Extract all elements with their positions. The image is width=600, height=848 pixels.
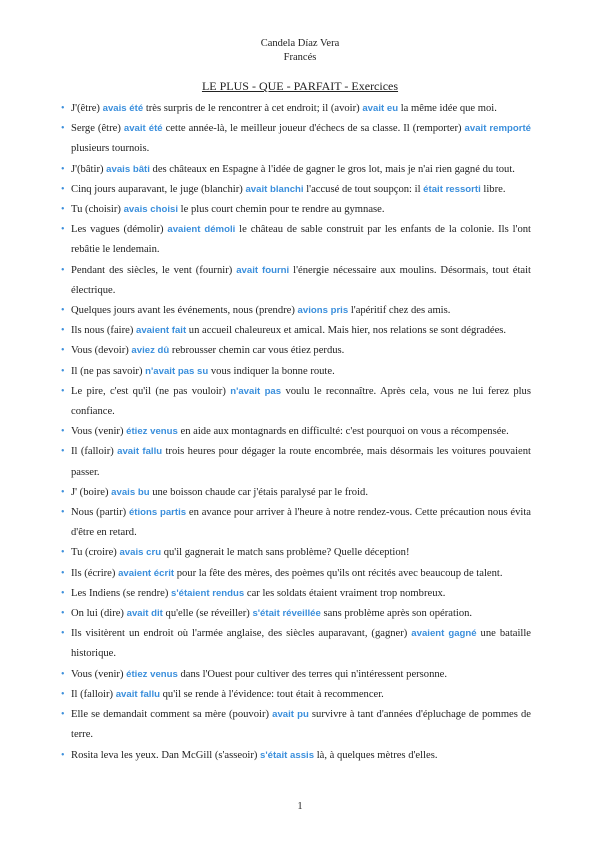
exercise-item: [61, 362, 531, 382]
exercise-text: survivre à tant d'années d'épluchage de pommes de terre.: [71, 709, 531, 741]
exercise-text: Ils (écrire): [71, 567, 119, 579]
exercise-text: la même idée que moi.: [398, 103, 497, 114]
exercise-text: rebrousser chemin car vous étiez perdus.: [169, 345, 345, 357]
bullet-icon: •: [61, 628, 65, 640]
answer-text: avaient démoli: [167, 224, 236, 236]
exercise-text: plusieurs tournois.: [71, 143, 150, 155]
exercise-text: Ils visitèrent un endroit où l'armée anglaise, des siècles auparavant, (gagner): [71, 628, 412, 640]
bullet-icon: •: [61, 305, 65, 317]
bullet-icon: •: [61, 123, 65, 135]
bullet-icon: •: [61, 587, 65, 599]
answer-text: n'avait pas su: [145, 365, 209, 377]
answer-text: avions pris: [297, 305, 349, 317]
exercise-text: J' (boire): [71, 486, 112, 498]
author-name: Candela Díaz Vera: [260, 38, 340, 49]
answer-text: avaient écrit: [118, 567, 175, 579]
bullet-icon: •: [61, 365, 65, 377]
exercise-text: une bataille historique.: [71, 628, 531, 660]
exercise-text: Il (falloir): [71, 446, 118, 458]
exercise-text: Quelques jours avant les événements, nous (prendre): [71, 305, 298, 317]
exercise-item: [61, 99, 531, 119]
exercise-item: [61, 422, 531, 442]
exercise-text: Le pire, c'est qu'il (ne pas vouloir): [71, 385, 231, 397]
exercise-list: [61, 99, 531, 766]
exercise-text: le plus court chemin pour te rendre au gymnase.: [178, 204, 385, 216]
exercise-item: [61, 119, 531, 159]
exercise-item: [61, 543, 531, 563]
answer-text: avait eu: [362, 103, 399, 114]
exercise-item: [61, 584, 531, 604]
exercise-text: Nous (partir): [71, 507, 129, 519]
exercise-text: qu'il se rende à l'évidence: tout était à recommencer.: [159, 688, 384, 700]
exercise-text: Rosita leva les yeux. Dan McGill (s'asseoir): [71, 749, 261, 761]
exercise-text: Il (ne pas savoir): [71, 365, 146, 377]
exercise-text: libre.: [480, 183, 506, 195]
exercise-item: [61, 564, 531, 584]
bullet-icon: •: [61, 486, 65, 498]
exercise-text: On lui (dire): [71, 608, 127, 620]
exercise-item: [61, 180, 531, 200]
exercise-text: très surpris de le rencontrer à cet endroit; il (avoir): [143, 103, 363, 114]
exercise-item: [61, 341, 531, 361]
answer-text: avait fallu: [115, 688, 160, 700]
document-header: [0, 37, 600, 65]
exercise-item: [61, 220, 531, 260]
answer-text: avait remporté: [464, 123, 531, 135]
exercise-text: car les soldats étaient vraiment trop nombreux.: [244, 587, 446, 599]
bullet-icon: •: [61, 325, 65, 337]
exercise-text: Serge (être): [71, 123, 124, 135]
answer-text: s'était réveillée: [252, 608, 321, 620]
exercise-text: Ils nous (faire): [71, 325, 137, 337]
exercise-item: [61, 705, 531, 745]
exercise-text: pour la fête des mères, des poèmes qu'ils ont récités avec beaucoup de talent.: [174, 567, 503, 579]
answer-text: avaient gagné: [411, 628, 477, 640]
exercise-text: cette année-là, le meilleur joueur d'échecs de sa classe. Il (remporter): [162, 123, 465, 135]
exercise-text: le château de sable construit par les enfants de la colonie. Ils l'ont rebâtie le lendemain.: [71, 224, 531, 256]
exercise-text: des châteaux en Espagne à l'idée de gagner le gros lot, mais je n'ai rien gagné du tout.: [149, 163, 515, 175]
bullet-icon: •: [61, 709, 65, 721]
exercise-item: [61, 382, 531, 422]
exercise-item: [61, 261, 531, 301]
exercise-text: dans l'Ouest pour cultiver des terres qui n'intéressent personne.: [177, 668, 448, 680]
bullet-icon: •: [61, 103, 65, 114]
exercise-text: Vous (devoir): [71, 345, 132, 357]
exercise-text: Les Indiens (se rendre): [71, 587, 172, 599]
exercise-text: Tu (choisir): [71, 204, 124, 216]
answer-text: avait fallu: [117, 446, 163, 458]
exercise-text: trois heures pour dégager la route encombrée, mais désormais les voitures pouvaient passer.: [71, 446, 531, 478]
exercise-text: sans problème après son opération.: [320, 608, 473, 620]
exercise-item: [61, 321, 531, 341]
exercise-text: Tu (croire): [71, 547, 120, 559]
exercise-text: qu'elle (se réveiller): [162, 608, 253, 620]
bullet-icon: •: [61, 385, 65, 397]
exercise-item: [61, 624, 531, 664]
answer-text: avais cru: [119, 547, 162, 559]
exercise-text: qu'il gagnerait le match sans problème? Quelle déception!: [161, 547, 410, 559]
exercise-item: [61, 160, 531, 180]
exercise-text: J'(être): [71, 103, 103, 114]
bullet-icon: •: [61, 204, 65, 216]
page-title: LE PLUS - QUE - PARFAIT - Exercices: [201, 79, 399, 93]
exercise-text: une boisson chaude car j'étais paralysé par le froid.: [149, 486, 368, 498]
answer-text: avait blanchi: [245, 183, 304, 195]
exercise-text: Vous (venir): [71, 426, 127, 438]
exercise-text: l'énergie nécessaire aux moulins. Désormais, tout était électrique.: [71, 264, 531, 296]
exercise-item: [61, 442, 531, 482]
answer-text: avait fourni: [236, 264, 290, 276]
answer-text: étiez venus: [126, 668, 178, 680]
exercise-item: [61, 746, 531, 766]
answer-text: étiez venus: [126, 426, 178, 438]
bullet-icon: •: [61, 608, 65, 620]
exercise-text: voulu le reconnaître. Après cela, vous ne lui ferez plus confiance.: [71, 385, 531, 418]
exercise-text: J'(bâtir): [71, 163, 107, 175]
bullet-icon: •: [61, 668, 65, 680]
bullet-icon: •: [61, 547, 65, 559]
bullet-icon: •: [61, 224, 65, 236]
exercise-text: un accueil chaleureux et amical. Mais hier, nos relations se sont dégradées.: [186, 325, 507, 337]
answer-text: avait dit: [126, 608, 163, 620]
exercise-item: [61, 685, 531, 705]
exercise-text: Elle se demandait comment sa mère (pouvoir): [71, 709, 273, 721]
answer-text: étions partis: [128, 507, 187, 519]
exercise-item: [61, 604, 531, 624]
bullet-icon: •: [61, 749, 65, 761]
answer-text: était ressorti: [423, 183, 481, 195]
answer-text: avait pu: [272, 709, 309, 721]
exercise-item: [61, 665, 531, 685]
answer-text: n'avait pas: [230, 385, 282, 397]
exercise-text: l'apéritif chez des amis.: [348, 305, 451, 317]
bullet-icon: •: [61, 345, 65, 357]
exercise-text: Il (falloir): [71, 688, 116, 700]
page-number: 1: [297, 801, 303, 812]
answer-text: avais bu: [111, 486, 150, 498]
exercise-text: en aide aux montagnards en difficulté: c'est pourquoi on vous a récompensée.: [177, 426, 509, 438]
exercise-text: en avance pour arriver à l'heure à notre rendez-vous. Cette précaution nous évita d'être en retard.: [71, 507, 531, 539]
answer-text: aviez dû: [131, 345, 170, 357]
exercise-item: [61, 301, 531, 321]
exercise-text: l'accusé de tout soupçon: il: [303, 183, 424, 195]
bullet-icon: •: [61, 688, 65, 700]
exercise-text: Les vagues (démolir): [71, 224, 168, 236]
answer-text: avait été: [123, 123, 163, 135]
subject-name: Francés: [283, 52, 317, 63]
exercise-item: [61, 200, 531, 220]
bullet-icon: •: [61, 183, 65, 195]
exercise-text: Vous (venir): [71, 668, 127, 680]
answer-text: s'était assis: [260, 749, 315, 761]
exercise-item: [61, 503, 531, 543]
bullet-icon: •: [61, 446, 65, 458]
exercise-text: vous indiquer la bonne route.: [208, 365, 335, 377]
bullet-icon: •: [61, 507, 65, 519]
bullet-icon: •: [61, 163, 65, 175]
answer-text: avaient fait: [136, 325, 187, 337]
bullet-icon: •: [61, 264, 65, 276]
answer-text: s'étaient rendus: [171, 587, 245, 599]
bullet-icon: •: [61, 567, 65, 579]
answer-text: avais bâti: [106, 163, 150, 175]
answer-text: avais été: [102, 103, 144, 114]
exercise-text: Cinq jours auparavant, le juge (blanchir): [71, 183, 246, 195]
bullet-icon: •: [61, 426, 65, 438]
exercise-item: [61, 483, 531, 503]
exercise-text: là, à quelques mètres d'elles.: [314, 749, 438, 761]
exercise-text: Pendant des siècles, le vent (fournir): [71, 264, 237, 276]
answer-text: avais choisi: [123, 204, 178, 216]
